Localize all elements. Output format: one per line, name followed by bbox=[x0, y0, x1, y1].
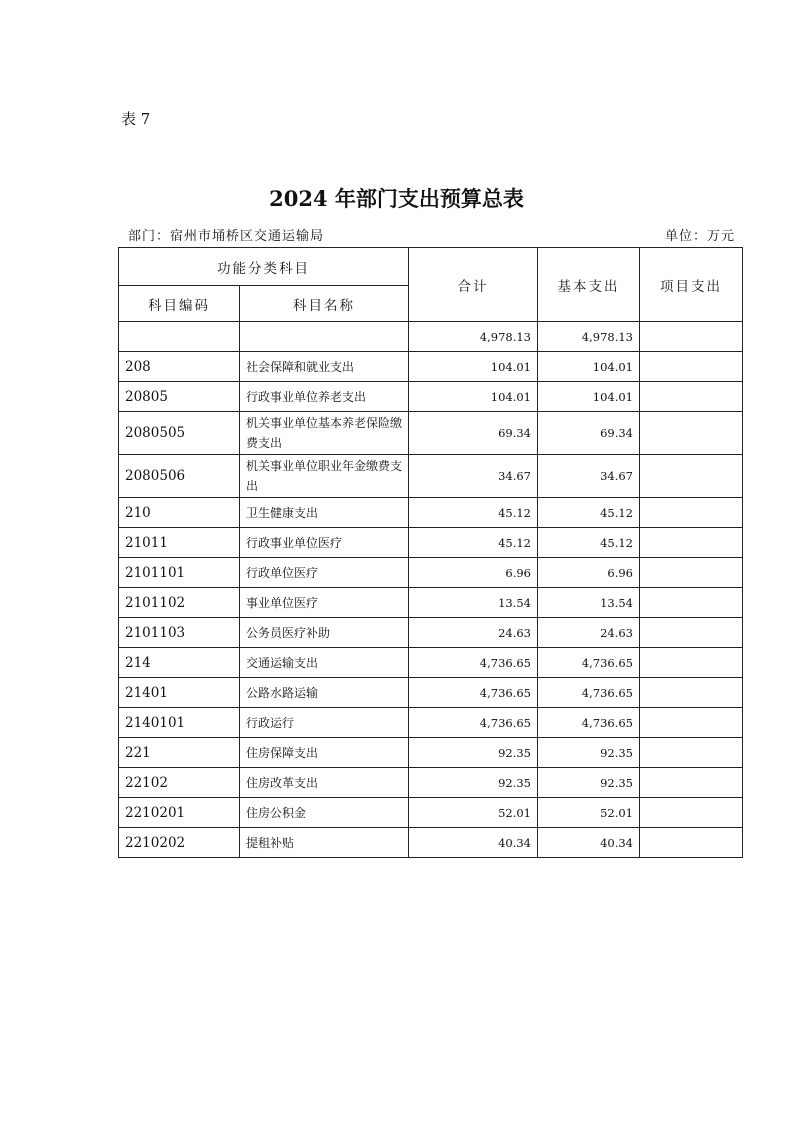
cell-basic-expense: 6.96 bbox=[538, 558, 640, 588]
cell-basic-expense: 104.01 bbox=[538, 352, 640, 382]
cell-subject-name: 卫生健康支出 bbox=[240, 498, 409, 528]
cell-subject-code bbox=[119, 322, 240, 352]
cell-subject-code: 2210202 bbox=[119, 828, 240, 858]
table-row bbox=[119, 382, 743, 412]
cell-subject-name: 行政单位医疗 bbox=[240, 558, 409, 588]
cell-subject-name: 住房公积金 bbox=[240, 798, 409, 828]
cell-project-expense bbox=[640, 558, 743, 588]
cell-subject-code: 2210201 bbox=[119, 798, 240, 828]
header-basic-expense: 基本支出 bbox=[538, 248, 640, 322]
table-row bbox=[119, 455, 743, 498]
cell-basic-expense: 4,736.65 bbox=[538, 648, 640, 678]
table-row bbox=[119, 618, 743, 648]
cell-subject-name: 机关事业单位职业年金缴费支出 bbox=[240, 455, 409, 498]
cell-project-expense bbox=[640, 708, 743, 738]
cell-project-expense bbox=[640, 455, 743, 498]
cell-total: 24.63 bbox=[409, 618, 538, 648]
cell-total: 4,736.65 bbox=[409, 708, 538, 738]
cell-project-expense bbox=[640, 322, 743, 352]
cell-basic-expense: 104.01 bbox=[538, 382, 640, 412]
cell-subject-name: 事业单位医疗 bbox=[240, 588, 409, 618]
header-project-expense: 项目支出 bbox=[640, 248, 743, 322]
cell-project-expense bbox=[640, 678, 743, 708]
cell-project-expense bbox=[640, 828, 743, 858]
cell-project-expense bbox=[640, 648, 743, 678]
cell-subject-name: 住房保障支出 bbox=[240, 738, 409, 768]
cell-total: 45.12 bbox=[409, 528, 538, 558]
cell-basic-expense: 45.12 bbox=[538, 528, 640, 558]
cell-basic-expense: 92.35 bbox=[538, 738, 640, 768]
cell-total: 6.96 bbox=[409, 558, 538, 588]
cell-subject-name: 公路水路运输 bbox=[240, 678, 409, 708]
cell-subject-code: 2140101 bbox=[119, 708, 240, 738]
cell-subject-code: 208 bbox=[119, 352, 240, 382]
header-function-category: 功能分类科目 bbox=[119, 248, 409, 286]
page-title: 2024 年部门支出预算总表 bbox=[269, 186, 524, 211]
cell-subject-code: 21011 bbox=[119, 528, 240, 558]
table-row bbox=[119, 708, 743, 738]
table-row bbox=[119, 558, 743, 588]
cell-project-expense bbox=[640, 412, 743, 455]
cell-total: 4,978.13 bbox=[409, 322, 538, 352]
cell-basic-expense: 45.12 bbox=[538, 498, 640, 528]
cell-basic-expense: 24.63 bbox=[538, 618, 640, 648]
table-row bbox=[119, 798, 743, 828]
cell-subject-name: 社会保障和就业支出 bbox=[240, 352, 409, 382]
header-subject-code: 科目编码 bbox=[119, 286, 240, 322]
cell-basic-expense: 4,736.65 bbox=[538, 678, 640, 708]
cell-subject-code: 210 bbox=[119, 498, 240, 528]
cell-basic-expense: 69.34 bbox=[538, 412, 640, 455]
cell-subject-code: 214 bbox=[119, 648, 240, 678]
table-row bbox=[119, 528, 743, 558]
cell-subject-code: 20805 bbox=[119, 382, 240, 412]
cell-subject-code: 2101103 bbox=[119, 618, 240, 648]
cell-subject-code: 2101101 bbox=[119, 558, 240, 588]
cell-project-expense bbox=[640, 588, 743, 618]
table-number-label: 表 7 bbox=[121, 110, 151, 128]
table-row bbox=[119, 678, 743, 708]
cell-subject-name: 机关事业单位基本养老保险缴费支出 bbox=[240, 412, 409, 455]
cell-total: 92.35 bbox=[409, 738, 538, 768]
cell-project-expense bbox=[640, 528, 743, 558]
cell-total: 92.35 bbox=[409, 768, 538, 798]
header-total: 合计 bbox=[409, 248, 538, 322]
table-row bbox=[119, 498, 743, 528]
cell-subject-name: 住房改革支出 bbox=[240, 768, 409, 798]
cell-subject-name bbox=[240, 322, 409, 352]
cell-total: 13.54 bbox=[409, 588, 538, 618]
cell-subject-code: 221 bbox=[119, 738, 240, 768]
cell-subject-code: 22102 bbox=[119, 768, 240, 798]
table-body bbox=[119, 322, 743, 858]
cell-total: 34.67 bbox=[409, 455, 538, 498]
table-row bbox=[119, 738, 743, 768]
department-label: 部门：宿州市埇桥区交通运输局 bbox=[128, 229, 325, 244]
header-subject-name: 科目名称 bbox=[240, 286, 409, 322]
cell-project-expense bbox=[640, 798, 743, 828]
cell-subject-name: 行政事业单位医疗 bbox=[240, 528, 409, 558]
cell-total: 4,736.65 bbox=[409, 648, 538, 678]
cell-basic-expense: 4,978.13 bbox=[538, 322, 640, 352]
cell-subject-name: 公务员医疗补助 bbox=[240, 618, 409, 648]
cell-subject-code: 2080505 bbox=[119, 412, 240, 455]
cell-total: 69.34 bbox=[409, 412, 538, 455]
cell-total: 52.01 bbox=[409, 798, 538, 828]
cell-total: 104.01 bbox=[409, 382, 538, 412]
cell-project-expense bbox=[640, 382, 743, 412]
cell-project-expense bbox=[640, 498, 743, 528]
cell-project-expense bbox=[640, 738, 743, 768]
cell-basic-expense: 13.54 bbox=[538, 588, 640, 618]
table-row bbox=[119, 322, 743, 352]
table-row bbox=[119, 648, 743, 678]
budget-table bbox=[118, 247, 743, 858]
cell-subject-code: 21401 bbox=[119, 678, 240, 708]
cell-project-expense bbox=[640, 618, 743, 648]
cell-total: 104.01 bbox=[409, 352, 538, 382]
cell-subject-code: 2101102 bbox=[119, 588, 240, 618]
cell-total: 4,736.65 bbox=[409, 678, 538, 708]
table-row bbox=[119, 412, 743, 455]
table-row bbox=[119, 828, 743, 858]
cell-basic-expense: 34.67 bbox=[538, 455, 640, 498]
cell-subject-name: 提租补贴 bbox=[240, 828, 409, 858]
cell-subject-name: 交通运输支出 bbox=[240, 648, 409, 678]
cell-subject-name: 行政事业单位养老支出 bbox=[240, 382, 409, 412]
cell-basic-expense: 52.01 bbox=[538, 798, 640, 828]
cell-total: 45.12 bbox=[409, 498, 538, 528]
cell-basic-expense: 4,736.65 bbox=[538, 708, 640, 738]
table-row bbox=[119, 768, 743, 798]
cell-project-expense bbox=[640, 768, 743, 798]
cell-basic-expense: 92.35 bbox=[538, 768, 640, 798]
cell-basic-expense: 40.34 bbox=[538, 828, 640, 858]
table-row bbox=[119, 352, 743, 382]
table-row bbox=[119, 588, 743, 618]
cell-project-expense bbox=[640, 352, 743, 382]
cell-subject-name: 行政运行 bbox=[240, 708, 409, 738]
cell-subject-code: 2080506 bbox=[119, 455, 240, 498]
unit-label: 单位：万元 bbox=[664, 229, 735, 244]
cell-total: 40.34 bbox=[409, 828, 538, 858]
